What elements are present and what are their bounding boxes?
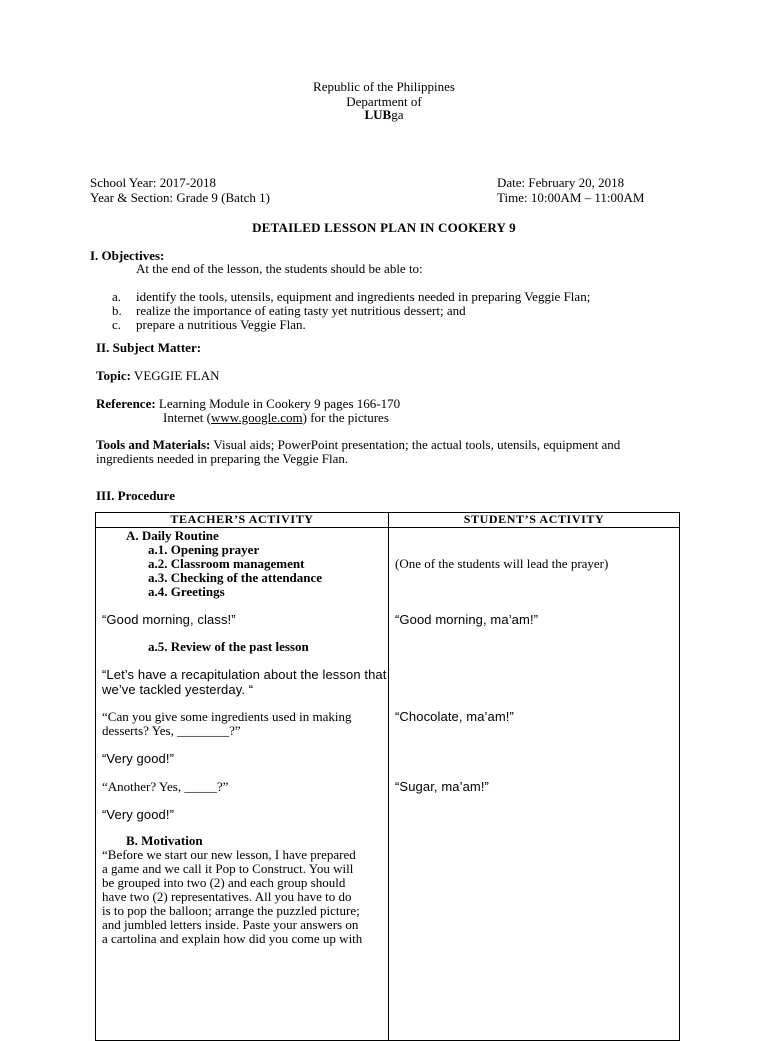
very-good-2: “Very good!” — [102, 807, 175, 822]
lesson-time: Time: 10:00AM – 11:00AM — [497, 190, 645, 205]
attendance-item: a.3. Checking of the attendance — [148, 570, 323, 585]
motivation-heading: B. Motivation — [126, 833, 203, 848]
motivation-line-7: a cartolina and explain how did you come up with — [102, 931, 363, 946]
teacher-activity-header: TEACHER’S ACTIVITY — [96, 513, 389, 528]
procedure-heading: III. Procedure — [96, 488, 175, 503]
reference-value: Learning Module in Cookery 9 pages 166-170 — [155, 396, 401, 411]
tools-line-2: ingredients needed in preparing the Veggie Flan. — [96, 451, 349, 466]
motivation-line-1: “Before we start our new lesson, I have prepared — [102, 847, 356, 862]
header-department: Department of — [346, 94, 422, 109]
topic-value: VEGGIE FLAN — [130, 368, 220, 383]
document-title: DETAILED LESSON PLAN IN COOKERY 9 — [252, 220, 516, 235]
reference-internet-post: ) for the pictures — [302, 410, 389, 425]
objectives-heading: I. Objectives: — [90, 248, 165, 263]
objective-marker-b: b. — [112, 303, 122, 318]
lesson-date: Date: February 20, 2018 — [497, 175, 625, 190]
daily-routine-heading: A. Daily Routine — [126, 528, 219, 543]
student-activity-cell — [389, 528, 680, 1041]
year-section: Year & Section: Grade 9 (Batch 1) — [90, 190, 270, 205]
motivation-line-3: be grouped into two (2) and each group should — [102, 875, 346, 890]
teacher-good-morning: “Good morning, class!” — [102, 612, 236, 627]
teacher-activity-cell — [96, 528, 389, 1041]
classroom-management-item: a.2. Classroom management — [148, 556, 305, 571]
procedure-table-header — [96, 513, 680, 528]
ingredients-question-2: desserts? Yes, ________?” — [102, 723, 241, 738]
reference-internet-pre: Internet ( — [163, 410, 212, 425]
ingredients-question-1: “Can you give some ingredients used in making — [102, 709, 352, 724]
motivation-line-6: and jumbled letters inside. Paste your answers on — [102, 917, 359, 932]
objective-item-a: identify the tools, utensils, equipment and ingredients needed in preparing Veggie Flan; — [136, 289, 591, 304]
very-good-1: “Very good!” — [102, 751, 175, 766]
objective-marker-c: c. — [112, 317, 122, 332]
objectives-intro: At the end of the lesson, the students should be able to: — [136, 261, 423, 276]
greetings-item: a.4. Greetings — [148, 584, 225, 599]
motivation-line-4: have two (2) representatives. All you have to do — [102, 889, 352, 904]
reference-link[interactable]: www.google.com — [211, 410, 303, 425]
subject-matter-heading: II. Subject Matter: — [96, 340, 202, 355]
objective-item-c: prepare a nutritious Veggie Flan. — [136, 317, 306, 332]
header-republic: Republic of the Philippines — [313, 79, 455, 94]
objective-item-b: realize the importance of eating tasty yet nutritious dessert; and — [136, 303, 466, 318]
topic-label: Topic: — [96, 368, 131, 383]
tools-label: Tools and Materials: — [96, 437, 211, 452]
procedure-table — [95, 512, 680, 1041]
student-activity-header: STUDENT’S ACTIVITY — [389, 513, 680, 528]
opening-prayer-item: a.1. Opening prayer — [148, 542, 260, 557]
objective-marker-a: a. — [112, 289, 122, 304]
tools-value: Visual aids; PowerPoint presentation; the actual tools, utensils, equipment and — [210, 437, 621, 452]
school-year: School Year: 2017-2018 — [90, 175, 217, 190]
topic-line — [96, 368, 220, 383]
student-chocolate: “Chocolate, ma’am!” — [395, 709, 514, 724]
recap-line-1: “Let’s have a recapitulation about the lesson that — [102, 667, 387, 682]
student-good-morning: “Good morning, ma’am!” — [395, 612, 539, 627]
reference-line-2 — [163, 410, 389, 425]
header-division — [0, 107, 768, 122]
recap-line-2: we’ve tackled yesterday. “ — [102, 682, 254, 697]
review-past-lesson-item: a.5. Review of the past lesson — [148, 639, 309, 654]
student-prayer: (One of the students will lead the prayer) — [395, 556, 609, 571]
header-division-bold: LUB — [364, 107, 392, 122]
tools-line — [96, 437, 620, 452]
motivation-line-5: is to pop the balloon; arrange the puzzled picture; — [102, 903, 360, 918]
student-sugar: “Sugar, ma’am!” — [395, 779, 489, 794]
reference-label: Reference: — [96, 396, 156, 411]
motivation-line-2: a game and we call it Pop to Construct. You will — [102, 861, 354, 876]
header-division-rest: ga — [391, 107, 404, 122]
reference-line — [96, 396, 400, 411]
procedure-table-body — [96, 528, 680, 1041]
another-question: “Another? Yes, _____?” — [102, 779, 229, 794]
